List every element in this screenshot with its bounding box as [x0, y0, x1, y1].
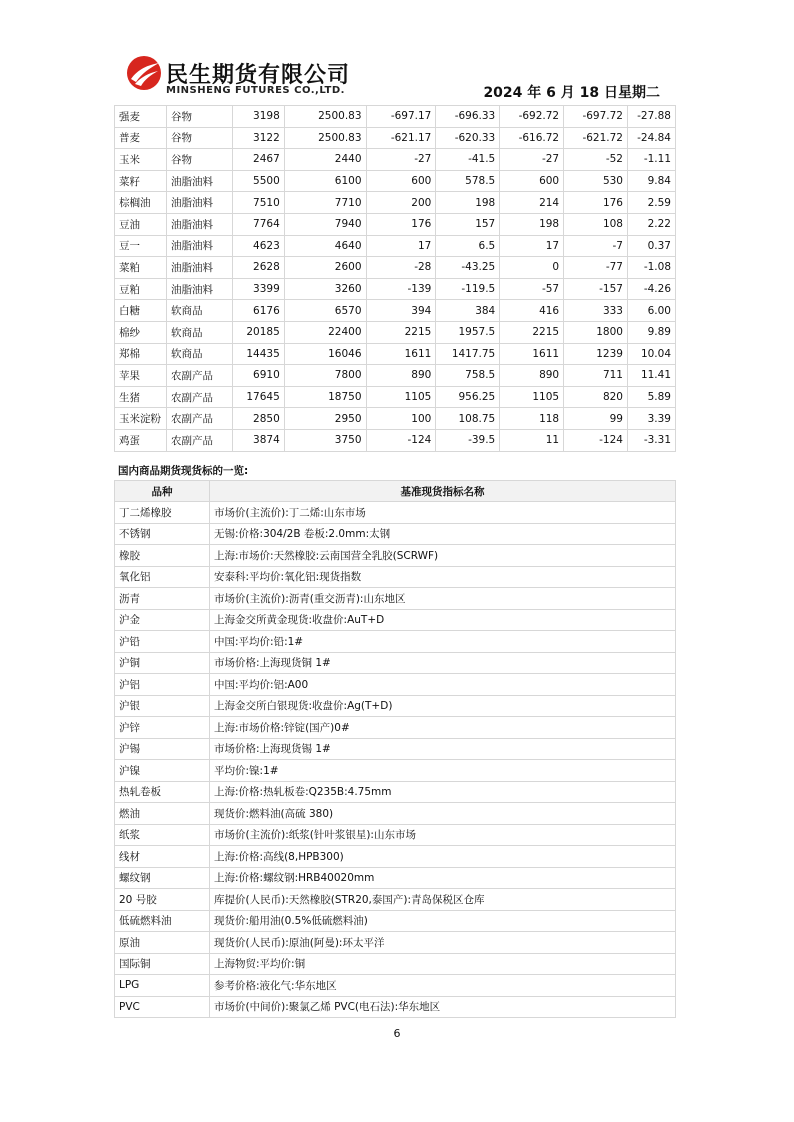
- table-cell: 菜粕: [115, 257, 167, 279]
- table-cell: 530: [564, 170, 628, 192]
- column-header-variety: 品种: [115, 481, 210, 502]
- brand-name-en: MINSHENG FUTURES CO.,LTD.: [166, 85, 345, 96]
- table-cell: 1239: [564, 343, 628, 365]
- table-cell: 890: [500, 365, 564, 387]
- variety-cell: 沪铜: [115, 652, 210, 674]
- table-row: [115, 365, 676, 387]
- table-cell: 820: [564, 386, 628, 408]
- table-cell: 17: [366, 235, 436, 257]
- table-cell: 谷物: [166, 127, 232, 149]
- table-cell: 6100: [284, 170, 366, 192]
- table-cell: 0.37: [627, 235, 675, 257]
- index-name-cell: 市场价(主流价):丁二烯:山东市场: [210, 502, 676, 524]
- spot-section-title: 国内商品期货现货标的一览:: [118, 465, 249, 477]
- table-cell: 油脂油料: [166, 257, 232, 279]
- table-cell: 394: [366, 300, 436, 322]
- variety-cell: 沪金: [115, 609, 210, 631]
- table-cell: 176: [366, 213, 436, 235]
- table-cell: 214: [500, 192, 564, 214]
- table-cell: 2.59: [627, 192, 675, 214]
- table-cell: 3198: [232, 106, 284, 128]
- table-row: [115, 106, 676, 128]
- table-cell: 18750: [284, 386, 366, 408]
- table-row: [115, 523, 676, 545]
- table-cell: 玉米: [115, 149, 167, 171]
- table-cell: 1611: [366, 343, 436, 365]
- table-row: [115, 996, 676, 1018]
- table-cell: 0: [500, 257, 564, 279]
- variety-cell: 低硫燃料油: [115, 910, 210, 932]
- table-cell: 2628: [232, 257, 284, 279]
- table-cell: -692.72: [500, 106, 564, 128]
- table-cell: -27: [366, 149, 436, 171]
- table-row: [115, 149, 676, 171]
- table-cell: 99: [564, 408, 628, 430]
- table-cell: 农副产品: [166, 386, 232, 408]
- table-cell: 1611: [500, 343, 564, 365]
- table-cell: 6570: [284, 300, 366, 322]
- table-cell: -57: [500, 278, 564, 300]
- table-cell: 生猪: [115, 386, 167, 408]
- table-cell: 谷物: [166, 149, 232, 171]
- table-cell: 2467: [232, 149, 284, 171]
- variety-cell: 线材: [115, 846, 210, 868]
- table-cell: -1.11: [627, 149, 675, 171]
- table-cell: 108.75: [436, 408, 500, 430]
- index-name-cell: 安泰科:平均价:氧化铝:现货指数: [210, 566, 676, 588]
- table-cell: -77: [564, 257, 628, 279]
- index-name-cell: 上海:市场价格:锌锭(国产)0#: [210, 717, 676, 739]
- index-name-cell: 市场价格:上海现货锡 1#: [210, 738, 676, 760]
- variety-cell: 燃油: [115, 803, 210, 825]
- column-header-index-name: 基准现货指标名称: [210, 481, 676, 502]
- table-cell: 1417.75: [436, 343, 500, 365]
- index-name-cell: 现货价:船用油(0.5%低硫燃料油): [210, 910, 676, 932]
- page-header: [118, 52, 678, 102]
- table-cell: -621.17: [366, 127, 436, 149]
- table-cell: -39.5: [436, 429, 500, 451]
- table-cell: 17: [500, 235, 564, 257]
- index-name-cell: 市场价(中间价):聚氯乙烯 PVC(电石法):华东地区: [210, 996, 676, 1018]
- table-cell: 9.84: [627, 170, 675, 192]
- table-cell: 600: [500, 170, 564, 192]
- table-row: [115, 300, 676, 322]
- table-cell: -3.31: [627, 429, 675, 451]
- table-cell: 14435: [232, 343, 284, 365]
- table-cell: 棉纱: [115, 321, 167, 343]
- table-cell: -24.84: [627, 127, 675, 149]
- table-cell: 豆粕: [115, 278, 167, 300]
- index-name-cell: 市场价格:上海现货铜 1#: [210, 652, 676, 674]
- table-cell: 6910: [232, 365, 284, 387]
- table-row: [115, 975, 676, 997]
- table-cell: -124: [564, 429, 628, 451]
- index-name-cell: 上海:市场价:天然橡胶:云南国营全乳胶(SCRWF): [210, 545, 676, 567]
- table-cell: 11: [500, 429, 564, 451]
- table-cell: 2440: [284, 149, 366, 171]
- table-cell: 20185: [232, 321, 284, 343]
- table-cell: 200: [366, 192, 436, 214]
- table-cell: 油脂油料: [166, 235, 232, 257]
- variety-cell: 氧化铝: [115, 566, 210, 588]
- report-date: 2024 年 6 月 18 日星期二: [483, 85, 660, 101]
- table-cell: 菜籽: [115, 170, 167, 192]
- table-cell: 176: [564, 192, 628, 214]
- table-cell: 108: [564, 213, 628, 235]
- index-name-cell: 参考价格:液化气:华东地区: [210, 975, 676, 997]
- variety-cell: 沪铅: [115, 631, 210, 653]
- index-name-cell: 上海金交所黄金现货:收盘价:AuT+D: [210, 609, 676, 631]
- price-table-body: [115, 106, 676, 452]
- spot-table-header-row: [115, 481, 676, 502]
- variety-cell: 丁二烯橡胶: [115, 502, 210, 524]
- table-cell: 软商品: [166, 300, 232, 322]
- table-cell: -119.5: [436, 278, 500, 300]
- table-cell: 9.89: [627, 321, 675, 343]
- table-row: [115, 192, 676, 214]
- table-cell: 2850: [232, 408, 284, 430]
- table-cell: 6.5: [436, 235, 500, 257]
- index-name-cell: 市场价(主流价):纸浆(针叶浆银星):山东市场: [210, 824, 676, 846]
- index-name-cell: 上海:价格:螺纹钢:HRB40020mm: [210, 867, 676, 889]
- table-cell: 17645: [232, 386, 284, 408]
- table-row: [115, 824, 676, 846]
- table-cell: 白糖: [115, 300, 167, 322]
- table-row: [115, 502, 676, 524]
- minsheng-logo-icon: [126, 55, 162, 91]
- table-cell: 7510: [232, 192, 284, 214]
- spot-index-table: [114, 480, 676, 1018]
- page-number: 6: [393, 1027, 401, 1040]
- variety-cell: 热轧卷板: [115, 781, 210, 803]
- table-row: [115, 846, 676, 868]
- index-name-cell: 现货价(人民币):原油(阿曼):环太平洋: [210, 932, 676, 954]
- table-cell: 3122: [232, 127, 284, 149]
- table-cell: 4640: [284, 235, 366, 257]
- table-cell: -1.08: [627, 257, 675, 279]
- table-row: [115, 609, 676, 631]
- variety-cell: 国际铜: [115, 953, 210, 975]
- table-cell: 谷物: [166, 106, 232, 128]
- table-cell: 5500: [232, 170, 284, 192]
- table-cell: -27: [500, 149, 564, 171]
- index-name-cell: 上海:价格:热轧板卷:Q235B:4.75mm: [210, 781, 676, 803]
- index-name-cell: 平均价:镍:1#: [210, 760, 676, 782]
- table-cell: -697.17: [366, 106, 436, 128]
- table-cell: 956.25: [436, 386, 500, 408]
- table-row: [115, 932, 676, 954]
- table-row: [115, 213, 676, 235]
- table-row: [115, 278, 676, 300]
- table-row: [115, 910, 676, 932]
- table-cell: 7710: [284, 192, 366, 214]
- table-cell: -697.72: [564, 106, 628, 128]
- table-row: [115, 386, 676, 408]
- table-cell: 2215: [366, 321, 436, 343]
- index-name-cell: 市场价(主流价):沥青(重交沥青):山东地区: [210, 588, 676, 610]
- table-cell: 鸡蛋: [115, 429, 167, 451]
- variety-cell: PVC: [115, 996, 210, 1018]
- table-cell: 强麦: [115, 106, 167, 128]
- table-cell: 2500.83: [284, 127, 366, 149]
- table-row: [115, 760, 676, 782]
- table-cell: 1105: [366, 386, 436, 408]
- variety-cell: 20 号胶: [115, 889, 210, 911]
- table-cell: 11.41: [627, 365, 675, 387]
- table-cell: 苹果: [115, 365, 167, 387]
- variety-cell: 纸浆: [115, 824, 210, 846]
- brand-name-cn: 民生期货有限公司: [166, 63, 351, 88]
- table-cell: 油脂油料: [166, 192, 232, 214]
- table-cell: 198: [436, 192, 500, 214]
- variety-cell: 沪锌: [115, 717, 210, 739]
- variety-cell: 不锈钢: [115, 523, 210, 545]
- table-row: [115, 867, 676, 889]
- table-cell: 玉米淀粉: [115, 408, 167, 430]
- table-cell: 1800: [564, 321, 628, 343]
- variety-cell: 螺纹钢: [115, 867, 210, 889]
- index-name-cell: 无锡:价格:304/2B 卷板:2.0mm:太钢: [210, 523, 676, 545]
- table-cell: 油脂油料: [166, 170, 232, 192]
- index-name-cell: 库提价(人民币):天然橡胶(STR20,泰国产):青岛保税区仓库: [210, 889, 676, 911]
- table-cell: 棕榈油: [115, 192, 167, 214]
- index-name-cell: 中国:平均价:铝:A00: [210, 674, 676, 696]
- table-cell: 油脂油料: [166, 278, 232, 300]
- table-row: [115, 738, 676, 760]
- table-cell: -27.88: [627, 106, 675, 128]
- index-name-cell: 中国:平均价:铅:1#: [210, 631, 676, 653]
- variety-cell: 沪银: [115, 695, 210, 717]
- index-name-cell: 上海:价格:高线(8,HPB300): [210, 846, 676, 868]
- variety-cell: 沪铝: [115, 674, 210, 696]
- table-cell: 16046: [284, 343, 366, 365]
- table-cell: 农副产品: [166, 429, 232, 451]
- table-row: [115, 588, 676, 610]
- table-row: [115, 674, 676, 696]
- table-row: [115, 953, 676, 975]
- table-cell: -157: [564, 278, 628, 300]
- table-cell: -124: [366, 429, 436, 451]
- table-cell: 711: [564, 365, 628, 387]
- variety-cell: 沪镍: [115, 760, 210, 782]
- table-cell: 3260: [284, 278, 366, 300]
- variety-cell: 橡胶: [115, 545, 210, 567]
- table-cell: -41.5: [436, 149, 500, 171]
- table-cell: -139: [366, 278, 436, 300]
- table-cell: 郑棉: [115, 343, 167, 365]
- table-cell: 3.39: [627, 408, 675, 430]
- table-row: [115, 321, 676, 343]
- table-cell: 157: [436, 213, 500, 235]
- table-cell: 600: [366, 170, 436, 192]
- table-cell: 3874: [232, 429, 284, 451]
- index-name-cell: 现货价:燃料油(高硫 380): [210, 803, 676, 825]
- table-cell: 118: [500, 408, 564, 430]
- table-cell: -4.26: [627, 278, 675, 300]
- table-cell: 软商品: [166, 321, 232, 343]
- table-cell: -621.72: [564, 127, 628, 149]
- table-row: [115, 343, 676, 365]
- table-cell: 1957.5: [436, 321, 500, 343]
- table-cell: 豆油: [115, 213, 167, 235]
- table-row: [115, 429, 676, 451]
- table-row: [115, 717, 676, 739]
- table-cell: -43.25: [436, 257, 500, 279]
- table-cell: 7940: [284, 213, 366, 235]
- table-cell: 2600: [284, 257, 366, 279]
- table-row: [115, 652, 676, 674]
- table-row: [115, 889, 676, 911]
- table-row: [115, 566, 676, 588]
- table-cell: 6.00: [627, 300, 675, 322]
- table-cell: -52: [564, 149, 628, 171]
- table-cell: -696.33: [436, 106, 500, 128]
- table-row: [115, 631, 676, 653]
- table-cell: 油脂油料: [166, 213, 232, 235]
- price-table: [114, 105, 676, 452]
- table-row: [115, 408, 676, 430]
- table-cell: 2950: [284, 408, 366, 430]
- table-cell: -7: [564, 235, 628, 257]
- table-cell: -28: [366, 257, 436, 279]
- variety-cell: 沪锡: [115, 738, 210, 760]
- table-cell: 890: [366, 365, 436, 387]
- table-cell: 578.5: [436, 170, 500, 192]
- table-cell: 1105: [500, 386, 564, 408]
- table-row: [115, 781, 676, 803]
- table-row: [115, 695, 676, 717]
- table-cell: 416: [500, 300, 564, 322]
- index-name-cell: 上海物贸:平均价:铜: [210, 953, 676, 975]
- table-cell: 7764: [232, 213, 284, 235]
- table-cell: 5.89: [627, 386, 675, 408]
- table-cell: 普麦: [115, 127, 167, 149]
- table-row: [115, 127, 676, 149]
- table-row: [115, 257, 676, 279]
- table-cell: 198: [500, 213, 564, 235]
- table-cell: 4623: [232, 235, 284, 257]
- table-cell: 2500.83: [284, 106, 366, 128]
- table-cell: 333: [564, 300, 628, 322]
- table-cell: -620.33: [436, 127, 500, 149]
- spot-table-body: [115, 502, 676, 1018]
- table-cell: -616.72: [500, 127, 564, 149]
- table-row: [115, 235, 676, 257]
- table-cell: 3750: [284, 429, 366, 451]
- table-cell: 农副产品: [166, 408, 232, 430]
- table-row: [115, 803, 676, 825]
- table-cell: 7800: [284, 365, 366, 387]
- table-cell: 10.04: [627, 343, 675, 365]
- table-cell: 豆一: [115, 235, 167, 257]
- table-cell: 6176: [232, 300, 284, 322]
- table-cell: 软商品: [166, 343, 232, 365]
- table-cell: 758.5: [436, 365, 500, 387]
- table-row: [115, 545, 676, 567]
- table-cell: 2215: [500, 321, 564, 343]
- table-cell: 农副产品: [166, 365, 232, 387]
- table-cell: 100: [366, 408, 436, 430]
- variety-cell: 沥青: [115, 588, 210, 610]
- variety-cell: 原油: [115, 932, 210, 954]
- table-cell: 384: [436, 300, 500, 322]
- index-name-cell: 上海金交所白银现货:收盘价:Ag(T+D): [210, 695, 676, 717]
- table-cell: 3399: [232, 278, 284, 300]
- variety-cell: LPG: [115, 975, 210, 997]
- table-cell: 2.22: [627, 213, 675, 235]
- table-cell: 22400: [284, 321, 366, 343]
- table-row: [115, 170, 676, 192]
